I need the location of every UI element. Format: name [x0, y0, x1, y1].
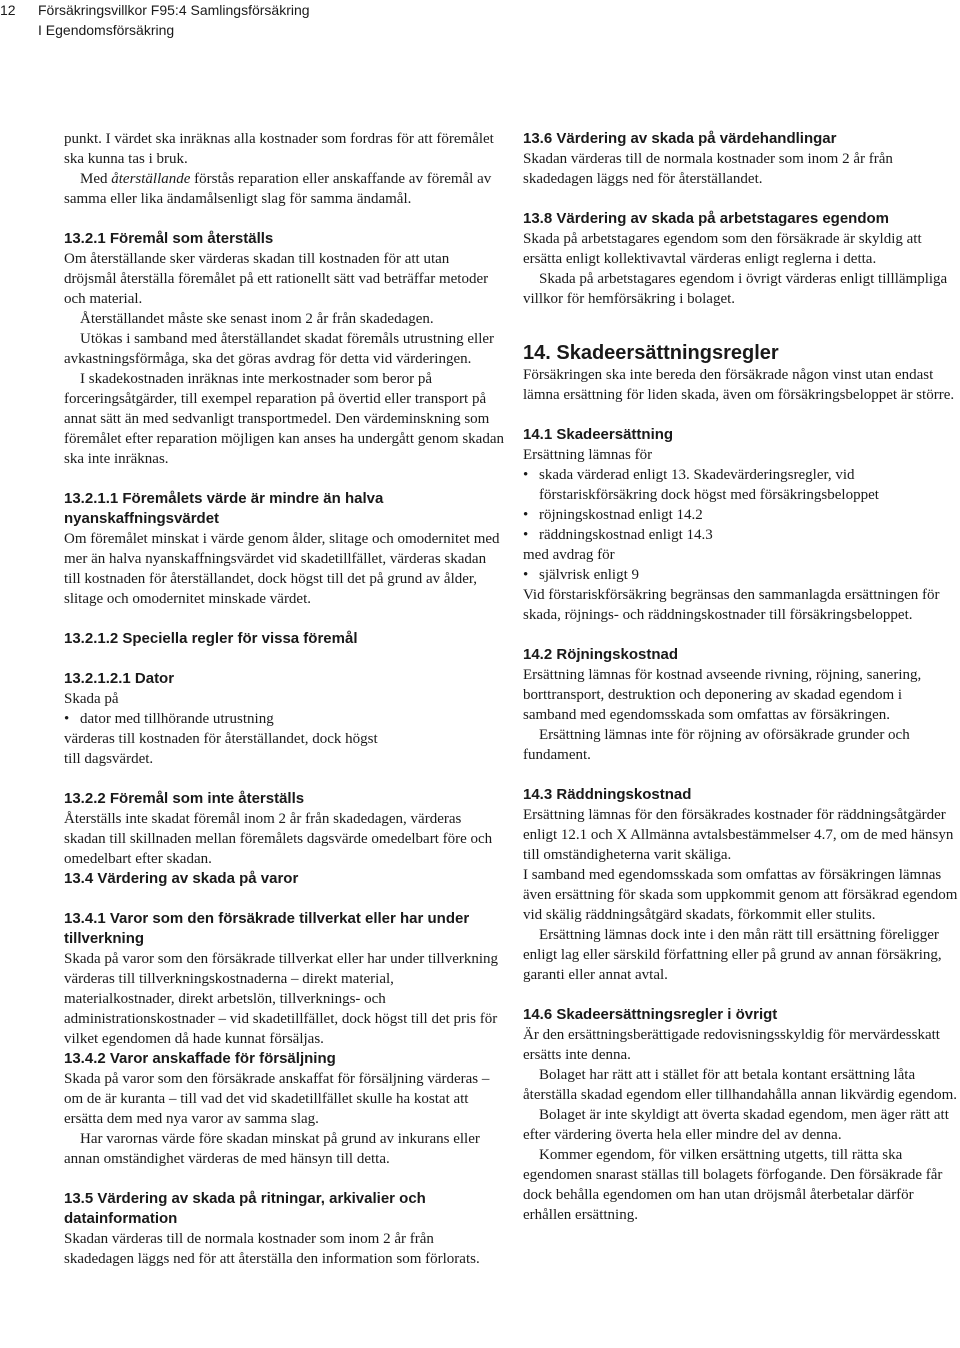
paragraph: Ersättning lämnas för kostnad avseende rivning, röjning, sanering, borttransport, destruktion och deponering av skadad egendom i samband med egendomsskada som omfattas av försäkringen.: [523, 667, 922, 723]
paragraph: I skadekostnaden inräknas inte merkostnader som beror på forceringsåtgärder, till exempel reparation på övertid eller transport på annat sätt än med sedvanligt transportmedel. Den värdeminskning som föremålet efter reparation möjligen kan anses ha undergått genom skadan ska inte inräknas.: [64, 371, 504, 467]
section-heading-13-8: 13.8 Värdering av skada på arbetstagares egendom: [523, 210, 889, 227]
page-number: 12: [0, 2, 16, 18]
paragraph: Försäkringen ska inte bereda den försäkrade någon vinst utan endast lämna ersättning för liden skada, även om försäkringsbeloppet är större.: [523, 367, 955, 403]
paragraph: Återställs inte skadat föremål inom 2 år från skadedagen, värderas skadan till skillnaden mellan föremålets dagsvärde omedelbart före och omedelbart efter skadan.: [64, 811, 493, 867]
section-heading-13-2-1-2: 13.2.1.2 Speciella regler för vissa föremål: [64, 630, 358, 647]
section-heading-13-5: 13.5 Värdering av skada på ritningar, arkivalier och datainformation: [64, 1190, 426, 1227]
paragraph: Är den ersättningsberättigade redovisningsskyldig för mervärdesskatt ersätts inte denna.: [523, 1027, 940, 1063]
paragraph: Ersättning lämnas dock inte i den mån rätt till ersättning föreligger enligt lag eller särskild författning eller på grund av annan försäkring, garanti eller annat avtal.: [523, 927, 942, 983]
list-item: • räddningskostnad enligt 14.3: [523, 525, 958, 545]
header-subtitle: I Egendomsförsäkring: [38, 22, 175, 38]
section-heading-14-2: 14.2 Röjningskostnad: [523, 646, 679, 663]
section-heading-13-6: 13.6 Värdering av skada på värdehandlingar: [523, 130, 837, 147]
section-heading-13-2-2: 13.2.2 Föremål som inte återställs: [64, 790, 305, 807]
section-heading-14-6: 14.6 Skadeersättningsregler i övrigt: [523, 1006, 778, 1023]
paragraph: Kommer egendom, för vilken ersättning utgetts, till rätta ska egendomen snarast ställas till bolagets förfogande. Den försäkrade får dock behålla egendomen om han utan dröjsmål återbetalar därför erhållen ersättning.: [523, 1147, 943, 1223]
paragraph: Skada på arbetstagares egendom i övrigt värderas enligt tilllämpliga villkor för hemförsäkring i bolaget.: [523, 271, 948, 307]
section-heading-14-1: 14.1 Skadeersättning: [523, 426, 674, 443]
list-item: • dator med tillhörande utrustning: [64, 709, 504, 729]
list-item: • självrisk enligt 9: [523, 565, 958, 585]
section-heading-13-2-1: 13.2.1 Föremål som återställs: [64, 230, 274, 247]
section-heading-13-4-2: 13.4.2 Varor anskaffade för försäljning: [64, 1050, 336, 1067]
paragraph: Skadan värderas till de normala kostnader som inom 2 år från skadedagen läggs ned för återställandet.: [523, 151, 893, 187]
paragraph: Om föremålet minskat i värde genom ålder, slitage och omodernitet med mer än halva nyanskaffningsvärdet vid skadetillfället, värderas skadan till kostnaden för återställandet, dock högst till det på grund av ålder, slitage och omodernitet minskade värdet.: [64, 531, 500, 607]
paragraph: Med återställande förstås reparation eller anskaffande av föremål av samma eller lika ändamålsenligt slag för samma ändamål.: [64, 171, 492, 207]
paragraph: Bolaget är inte skyldigt att överta skadad egendom, men äger rätt att efter värdering överta hela eller mindre del av denna.: [523, 1107, 949, 1143]
paragraph: Ersättning lämnas inte för röjning av oförsäkrade grunder och fundament.: [523, 727, 910, 763]
paragraph: Ersättning lämnas för: [523, 447, 653, 463]
section-heading-14-3: 14.3 Räddningskostnad: [523, 786, 692, 803]
paragraph: punkt. I värdet ska inräknas alla kostnader som fordras för att föremålet ska kunna tas i bruk.: [64, 131, 494, 167]
paragraph: Har varornas värde före skadan minskat på grund av inkurans eller annan omständighet värderas de med hänsyn till detta.: [64, 1131, 480, 1167]
paragraph: Om återställande sker värderas skadan till kostnaden för att utan dröjsmål återställa föremålet på ett rationellt sätt vad beträffar metoder och material.: [64, 251, 489, 307]
paragraph: Återställandet måste ske senast inom 2 år från skadedagen.: [80, 311, 434, 327]
paragraph: I samband med egendomsskada som omfattas av försäkringen lämnas även ersättning för skada som uppkommit genom att försäkrad egendom vid skälig räddningsåtgärd skadats, förkommit eller stulits.: [523, 867, 958, 923]
bullet-list: [523, 565, 958, 585]
chapter-heading-14: 14. Skadeersättningsregler: [523, 342, 779, 364]
paragraph: Skada på arbetstagares egendom som den försäkrade är skyldig att ersätta enligt kollektivavtal värderas enligt reglerna i detta.: [523, 231, 922, 267]
paragraph: Skada på: [64, 691, 119, 707]
paragraph: Bolaget har rätt att i stället för att betala kontant ersättning låta återställa skadad egendom eller tillhandahålla annan likvärdig egendom.: [523, 1067, 958, 1103]
header-title: Försäkringsvillkor F95:4 Samlingsförsäkring: [38, 2, 310, 18]
paragraph: Vid förstariskförsäkring begränsas den sammanlagda ersättningen för skada, röjnings- och räddningskostnader till försäkringsbeloppet.: [523, 587, 940, 623]
paragraph: Skadan värderas till de normala kostnader som inom 2 år från skadedagen läggs ned för att återställa den information som förlorats.: [64, 1231, 480, 1267]
paragraph: Skada på varor som den försäkrade anskaffat för försäljning värderas – om de är kuranta – till vad det vid skadetillfället skulle ha kostat att ersätta dem med nya varor av samma slag.: [64, 1071, 490, 1127]
paragraph: Skada på varor som den försäkrade tillverkat eller har under tillverkning värderas till tillverkningskostnaderna – direkt material, materialkostnader, direkt arbetslön, tillverknings- och administrationskostnader – vid skadetillfället, dock högst till det pris för vilket egendomen då hade kunnat försäljas.: [64, 951, 499, 1047]
paragraph: Ersättning lämnas för den försäkrades kostnader för räddningsåtgärder enligt 12.1 och X Allmänna avtalsbestämmelser 4.7, om de med hänsyn till omständigheterna varit skäliga.: [523, 807, 954, 863]
section-heading-13-4-1: 13.4.1 Varor som den försäkrade tillverkat eller har under tillverkning: [64, 910, 470, 947]
list-item: • skada värderad enligt 13. Skadevärderingsregler, vid förstariskförsäkring dock högst med försäkringsbeloppet: [523, 465, 958, 505]
right-column: [523, 129, 958, 1225]
section-heading-13-2-1-1: 13.2.1.1 Föremålets värde är mindre än halva nyanskaffningsvärdet: [64, 490, 384, 527]
left-column: [64, 129, 504, 1269]
section-heading-13-2-1-2-1: 13.2.1.2.1 Dator: [64, 670, 175, 687]
paragraph: med avdrag för: [523, 547, 615, 563]
section-heading-13-4: 13.4 Värdering av skada på varor: [64, 870, 299, 887]
paragraph: värderas till kostnaden för återställandet, dock högst till dagsvärdet.: [64, 731, 378, 767]
emphasis-term: återställande: [111, 171, 191, 187]
bullet-list: [64, 709, 504, 729]
bullet-list: [523, 465, 958, 545]
list-item: • röjningskostnad enligt 14.2: [523, 505, 958, 525]
paragraph: Utökas i samband med återställandet skadat föremåls utrustning eller avkastningsförmåga, ska det göras avdrag för detta vid värderingen.: [64, 331, 495, 367]
